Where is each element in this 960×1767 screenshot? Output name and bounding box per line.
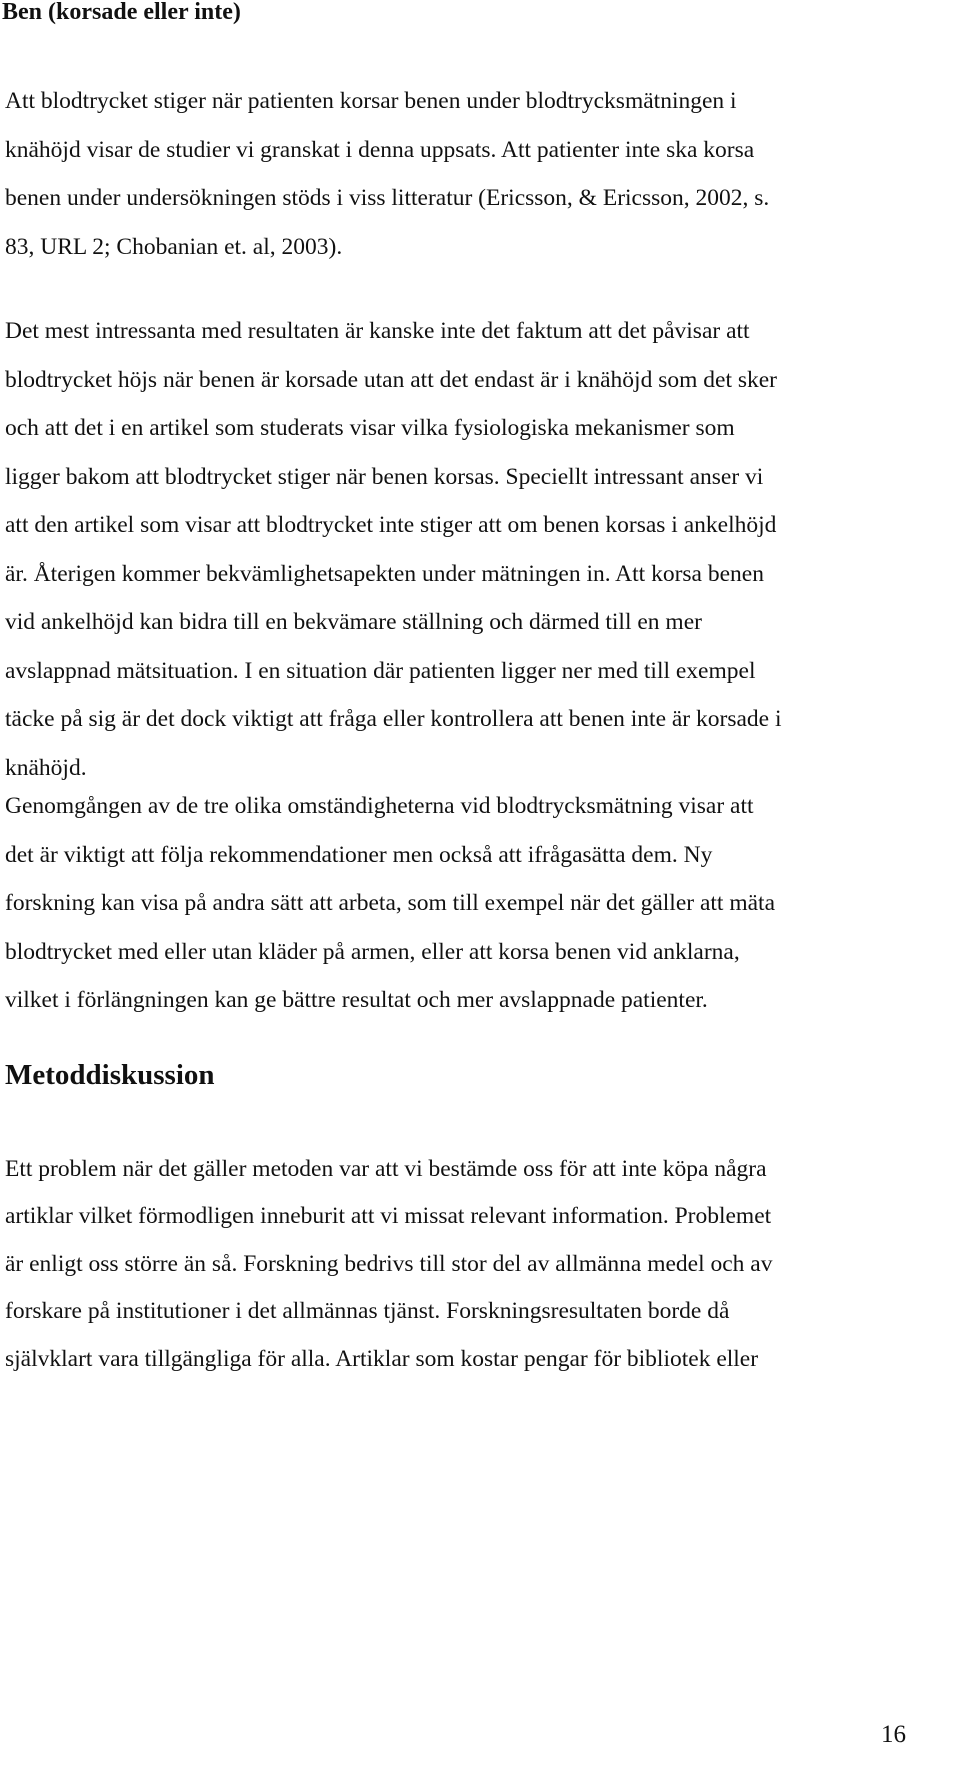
text-line: knähöjd visar de studier vi granskat i denna uppsats. Att patienter inte ska korsa — [5, 136, 755, 163]
paragraph-results-discussion — [5, 307, 955, 792]
text-line: avslappnad mätsituation. I en situation där patienten ligger ner med till exempel — [5, 657, 756, 684]
text-line: Ett problem när det gäller metoden var att vi bestämde oss för att inte köpa några — [5, 1156, 767, 1182]
text-line: vid ankelhöjd kan bidra till en bekvämare ställning och därmed till en mer — [5, 609, 702, 635]
paragraph-summary — [5, 782, 955, 1025]
text-line: självklart vara tillgängliga för alla. Artiklar som kostar pengar för bibliotek eller — [5, 1345, 759, 1372]
text-line: Genomgången av de tre olika omständigheterna vid blodtrycksmätning visar att — [5, 793, 754, 819]
text-line: forskning kan visa på andra sätt att arbeta, som till exempel när det gäller att mäta — [5, 890, 776, 916]
text-line: vilket i förlängningen kan ge bättre resultat och mer avslappnade patienter. — [5, 987, 708, 1013]
text-line: blodtrycket höjs när benen är korsade utan att det endast är i knähöjd som det sker — [5, 366, 778, 393]
text-line: benen under undersökningen stöds i viss litteratur (Ericsson, & Ericsson, 2002, s. — [5, 185, 770, 211]
subsection-heading: Ben (korsade eller inte) — [2, 0, 241, 25]
section-heading: Metoddiskussion — [5, 1059, 215, 1091]
text-line: artiklar vilket förmodligen inneburit att vi missat relevant information. Problemet — [5, 1203, 772, 1230]
text-line: 83, URL 2; Chobanian et. al, 2003). — [5, 233, 343, 260]
text-line: Det mest intressanta med resultaten är kanske inte det faktum att det påvisar att — [5, 318, 750, 344]
page-number: 16 — [881, 1721, 906, 1748]
text-line: täcke på sig är det dock viktigt att fråga eller kontrollera att benen inte är korsade i — [5, 706, 782, 732]
text-line: det är viktigt att följa rekommendationer men också att ifrågasätta dem. Ny — [5, 841, 713, 868]
paragraph-method-discussion — [5, 1146, 955, 1383]
text-line: är enligt oss större än så. Forskning bedrivs till stor del av allmänna medel och av — [5, 1250, 773, 1277]
text-line: blodtrycket med eller utan kläder på armen, eller att korsa benen vid anklarna, — [5, 938, 740, 965]
text-line: ligger bakom att blodtrycket stiger när benen korsas. Speciellt intressant anser vi — [5, 463, 764, 490]
text-line: är. Återigen kommer bekvämlighetsapekten under mätningen in. Att korsa benen — [5, 560, 764, 587]
text-line: Att blodtrycket stiger när patienten korsar benen under blodtrycksmätningen i — [5, 88, 737, 114]
paragraph-crossed-legs-intro — [5, 77, 955, 271]
text-line: knähöjd. — [5, 754, 87, 781]
text-line: forskare på institutioner i det allmännas tjänst. Forskningsresultaten borde då — [5, 1298, 730, 1325]
text-line: att den artikel som visar att blodtrycket inte stiger att om benen korsas i ankelhöjd — [5, 512, 777, 538]
text-line: och att det i en artikel som studerats visar vilka fysiologiska mekanismer som — [5, 415, 735, 441]
